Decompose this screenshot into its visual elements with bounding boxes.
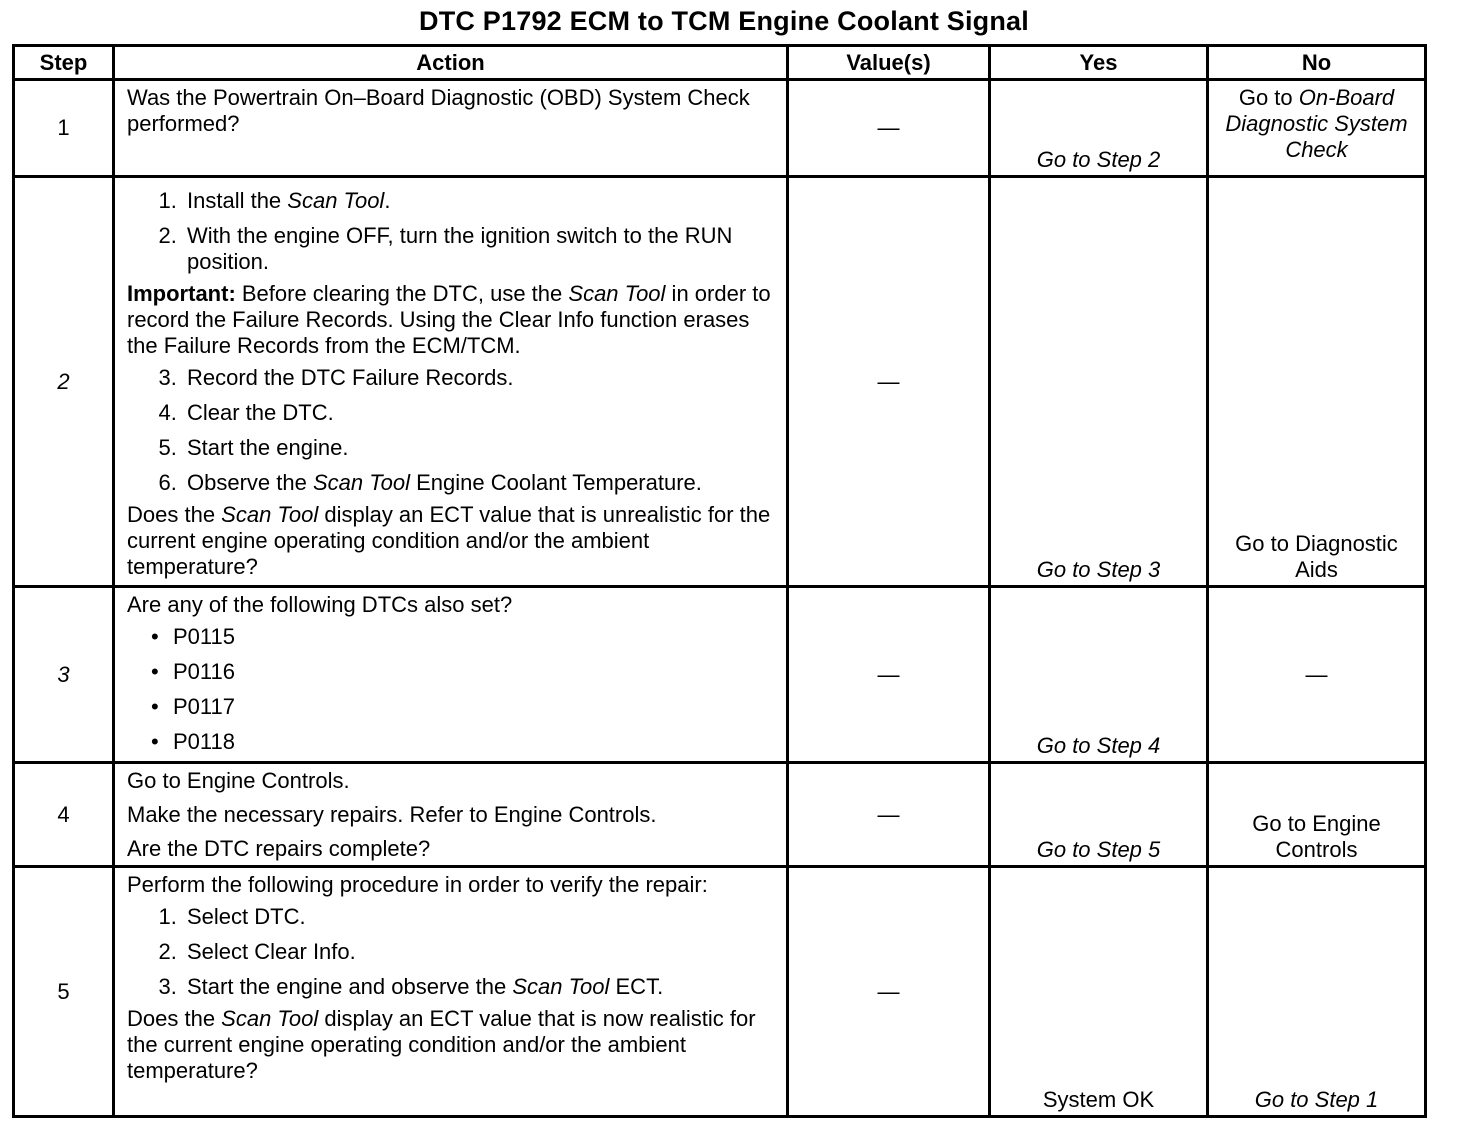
procedure-step: 6. Observe the Scan Tool Engine Coolant Temperature. bbox=[183, 470, 776, 496]
procedure-list bbox=[127, 188, 776, 275]
list-item: • P0116 bbox=[173, 659, 776, 685]
value-cell: — bbox=[788, 867, 990, 1117]
step-number: 1 bbox=[14, 80, 114, 177]
action-line: Make the necessary repairs. Refer to Engine Controls. bbox=[127, 802, 657, 827]
table-row-step-3 bbox=[14, 587, 1426, 763]
no-cell: Go to Diagnostic Aids bbox=[1208, 177, 1426, 587]
no-link-text: On-Board Diagnostic System Check bbox=[1225, 85, 1408, 162]
yes-cell: Go to Step 3 bbox=[990, 177, 1208, 587]
procedure-step: 2. Select Clear Info. bbox=[183, 939, 776, 965]
value-cell: — bbox=[788, 80, 990, 177]
action-cell bbox=[114, 763, 788, 867]
value-cell: — bbox=[788, 587, 990, 763]
question-text: Are the DTC repairs complete? bbox=[127, 836, 431, 861]
procedure-step: 3. Record the DTC Failure Records. bbox=[183, 365, 776, 391]
procedure-step: 4. Clear the DTC. bbox=[183, 400, 776, 426]
table-row-step-4 bbox=[14, 763, 1426, 867]
important-note: Important: Before clearing the DTC, use the Scan Tool in order to record the Failure Records. Using the Clear Info function erases the Failure Records from the ECM/TCM. bbox=[127, 281, 771, 358]
header-no: No bbox=[1208, 46, 1426, 80]
procedure-step: 3. Start the engine and observe the Scan Tool ECT. bbox=[183, 974, 776, 1000]
table-row-step-5 bbox=[14, 867, 1426, 1117]
question-text: Does the Scan Tool display an ECT value that is now realistic for the current engine operating condition and/or the ambient temperature? bbox=[127, 1006, 756, 1083]
no-prefix: Go to bbox=[1238, 85, 1299, 110]
page-title: DTC P1792 ECM to TCM Engine Coolant Signal bbox=[419, 6, 1029, 36]
step-number: 5 bbox=[14, 867, 114, 1117]
no-cell: Go to Step 1 bbox=[1208, 867, 1426, 1117]
no-cell bbox=[1208, 80, 1426, 177]
action-cell bbox=[114, 587, 788, 763]
list-item: • P0117 bbox=[173, 694, 776, 720]
header-step: Step bbox=[14, 46, 114, 80]
no-cell: — bbox=[1208, 587, 1426, 763]
action-cell bbox=[114, 867, 788, 1117]
value-cell: — bbox=[788, 763, 990, 867]
no-cell: Go to Engine Controls bbox=[1208, 763, 1426, 867]
question-text: Does the Scan Tool display an ECT value that is unrealistic for the current engine operating condition and/or the ambient temperature? bbox=[127, 502, 771, 579]
question-text: Are any of the following DTCs also set? bbox=[127, 592, 513, 617]
table-header-row bbox=[14, 46, 1426, 80]
procedure-step: 1. Install the Scan Tool. bbox=[183, 188, 776, 214]
yes-cell: Go to Step 4 bbox=[990, 587, 1208, 763]
action-cell bbox=[114, 80, 788, 177]
question-text: Was the Powertrain On–Board Diagnostic (OBD) System Check performed? bbox=[127, 85, 750, 136]
procedure-step: 1. Select DTC. bbox=[183, 904, 776, 930]
header-values: Value(s) bbox=[788, 46, 990, 80]
table-row-step-1 bbox=[14, 80, 1426, 177]
step-number: 4 bbox=[14, 763, 114, 867]
action-line: Go to Engine Controls. bbox=[127, 768, 350, 793]
yes-cell: Go to Step 2 bbox=[990, 80, 1208, 177]
diagnostic-table bbox=[12, 44, 1427, 1118]
header-action: Action bbox=[114, 46, 788, 80]
procedure-step: 2. With the engine OFF, turn the ignition switch to the RUN position. bbox=[183, 223, 776, 275]
list-item: • P0118 bbox=[173, 729, 776, 755]
procedure-list bbox=[127, 904, 776, 1000]
value-cell: — bbox=[788, 177, 990, 587]
action-cell bbox=[114, 177, 788, 587]
step-number: 3 bbox=[14, 587, 114, 763]
yes-cell: System OK bbox=[990, 867, 1208, 1117]
table-row-step-2 bbox=[14, 177, 1426, 587]
header-yes: Yes bbox=[990, 46, 1208, 80]
list-item: • P0115 bbox=[173, 624, 776, 650]
step-number: 2 bbox=[14, 177, 114, 587]
procedure-step: 5. Start the engine. bbox=[183, 435, 776, 461]
procedure-list bbox=[127, 365, 776, 496]
dtc-list bbox=[127, 624, 776, 755]
yes-cell: Go to Step 5 bbox=[990, 763, 1208, 867]
intro-text: Perform the following procedure in order to verify the repair: bbox=[127, 872, 708, 897]
